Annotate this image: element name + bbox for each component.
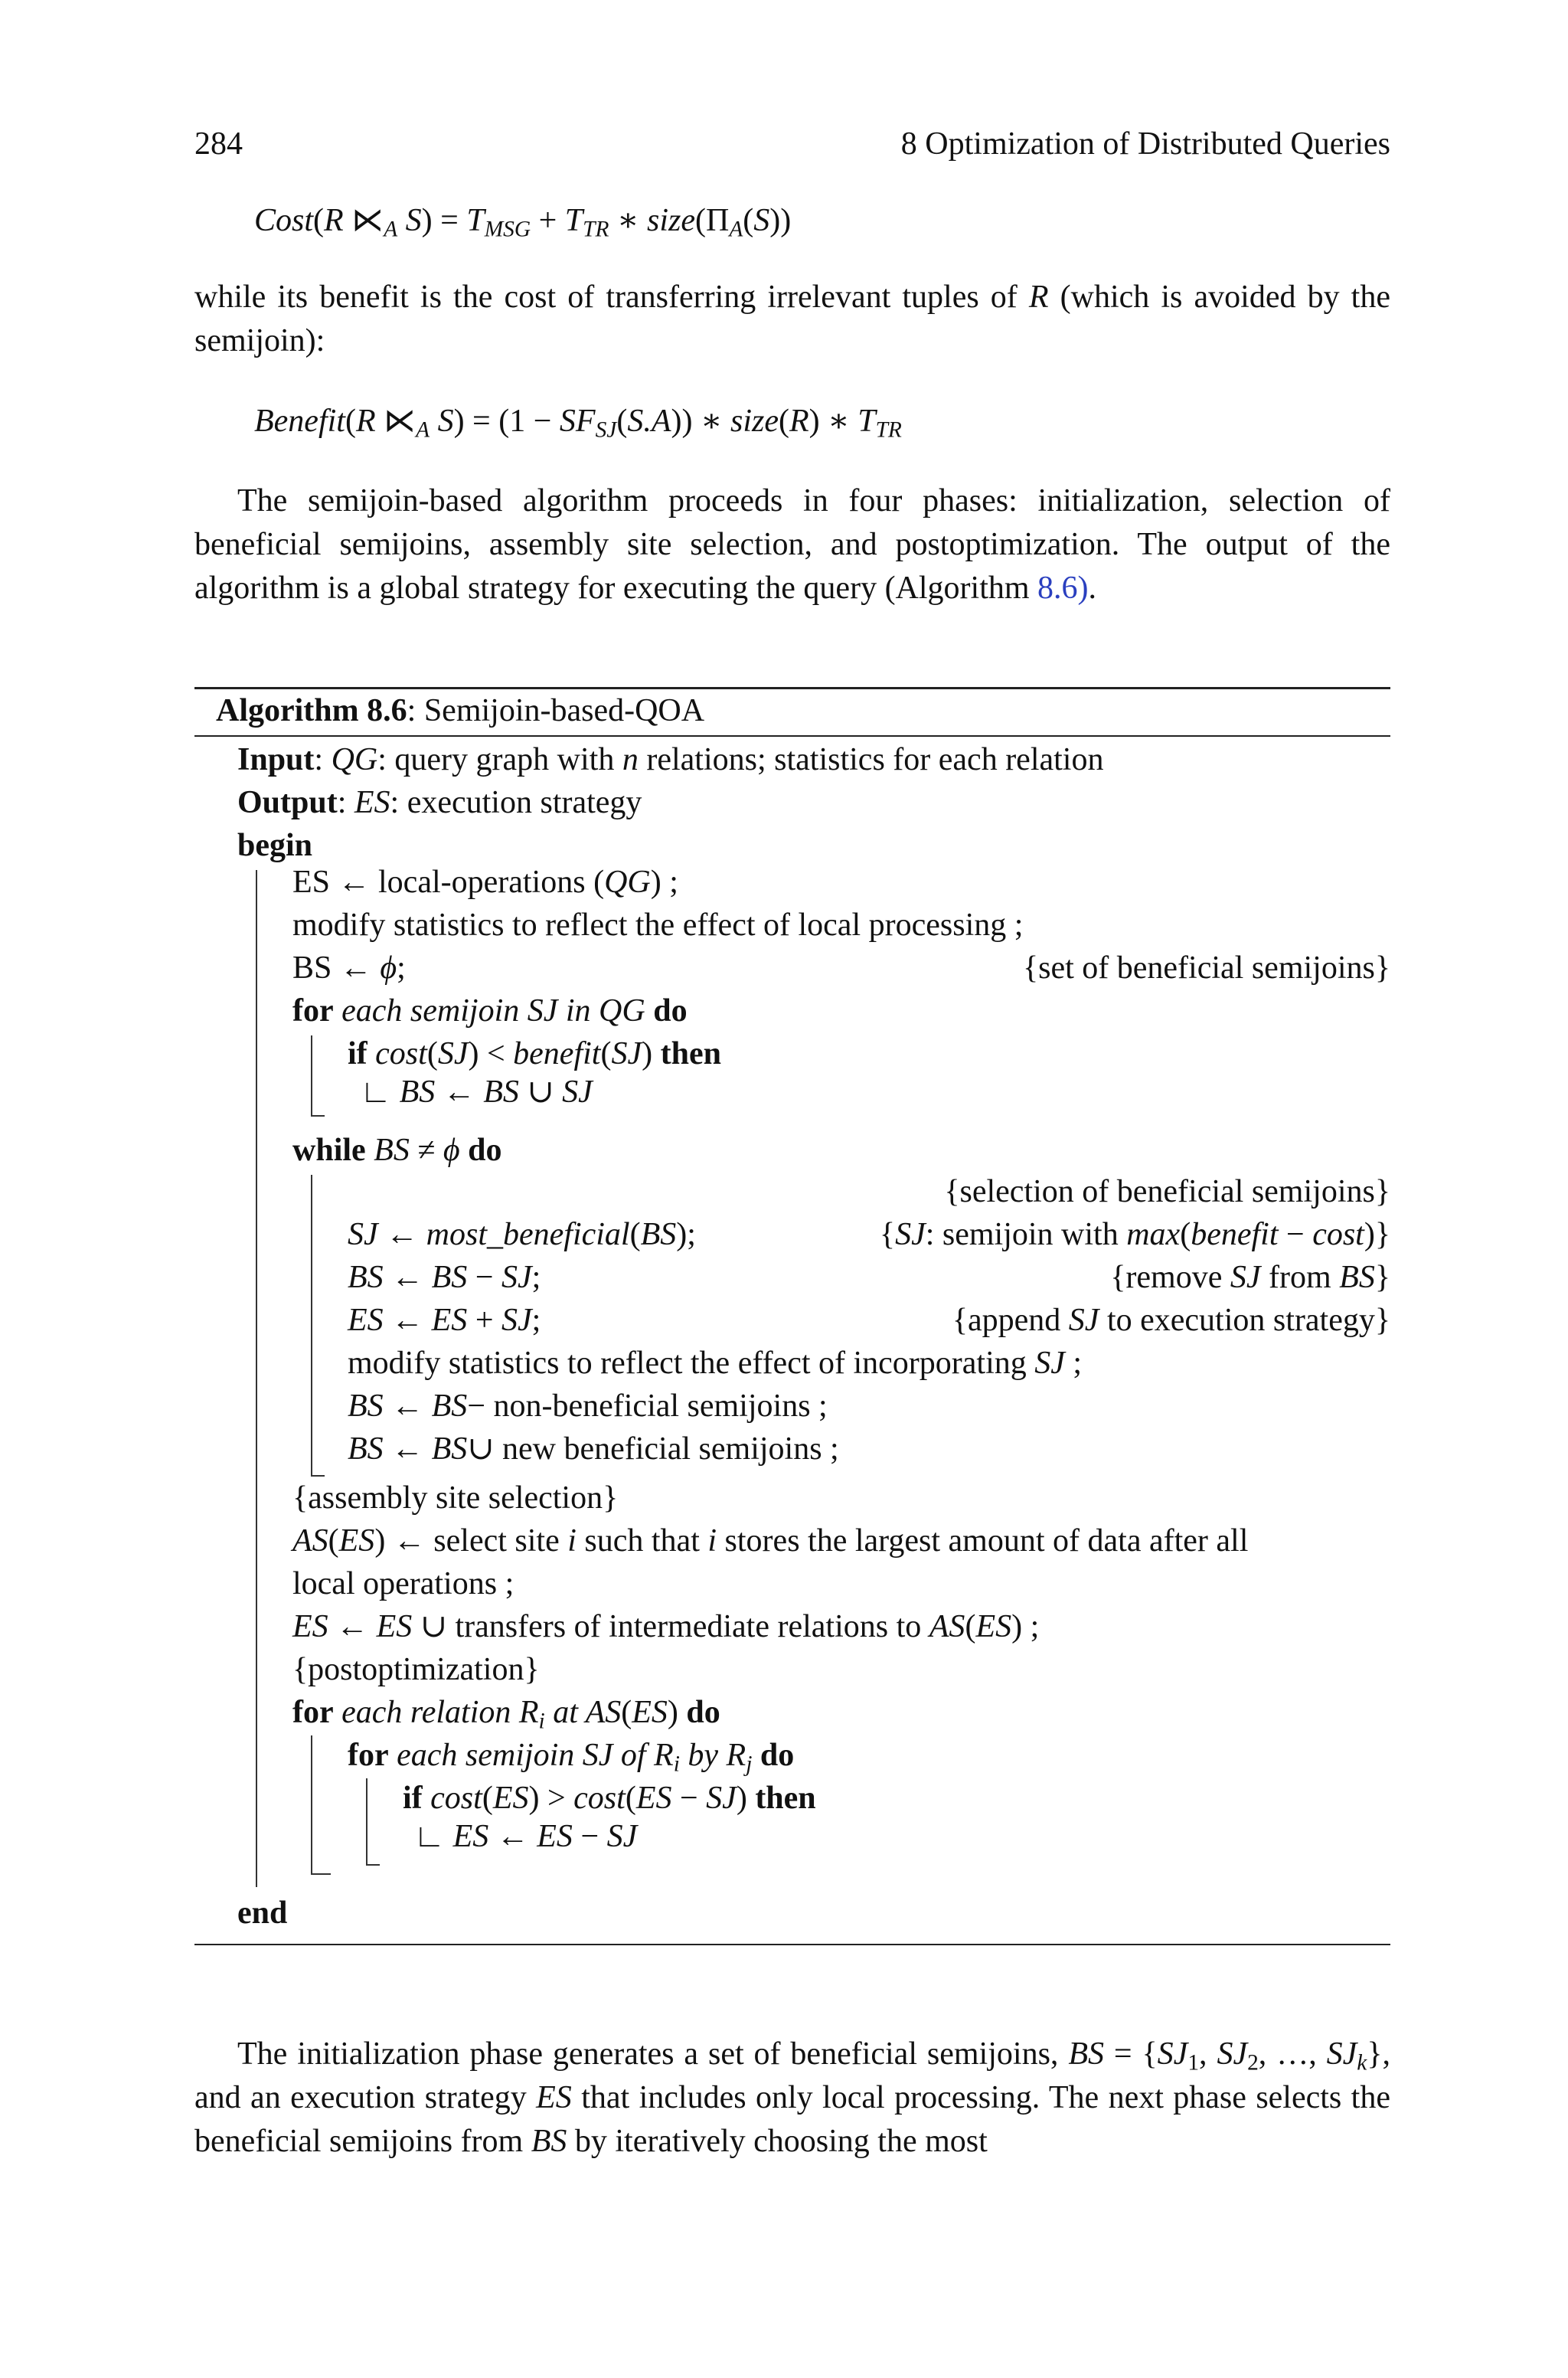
for-relation-block-bar [311, 1735, 312, 1873]
page-number: 284 [194, 126, 243, 162]
algo-line-transfers: ES ← ES ∪ transfers of intermediate relations to AS(ES) ; [292, 1609, 1040, 1644]
algo-line-for-semijoin-rj: for each semijoin SJ of $R_i$ by $R_j$ do [348, 1738, 795, 1777]
algo-line-if-cost-es: if cost(ES) > cost(ES − SJ) then [403, 1781, 816, 1816]
algo-line-bs-union: ∟ BS ← BS ∪ SJ [360, 1075, 593, 1110]
while-block-bar [311, 1175, 312, 1475]
for-relation-block-end [311, 1873, 331, 1875]
algorithm-output: Output: ES: execution strategy [237, 785, 642, 820]
algorithm-input: Input: QG: query graph with n relations; statistics for each relation [237, 742, 1104, 777]
algorithm-title-rule [194, 735, 1390, 737]
comment-append: {append SJ to execution strategy} [952, 1303, 1390, 1338]
algo-line-bs-init: BS ← ϕ; [292, 950, 406, 986]
algo-line-if-cost: if cost(SJ) < benefit(SJ) then [348, 1036, 721, 1071]
algo-line-local-ops: ES ← local-operations (QG) ; [292, 865, 678, 900]
inner-for-block-bar [366, 1778, 368, 1864]
for-block-bar [311, 1035, 312, 1115]
algo-line-for-semijoin: for each semijoin SJ in QG do [292, 993, 688, 1029]
algo-line-while: while BS ≠ ϕ do [292, 1133, 502, 1168]
paragraph-benefit-intro: while its benefit is the cost of transferring irrelevant tuples of R (which is avoided by the semijoin): [194, 280, 1390, 358]
algo-line-assembly-site: AS(ES) ← select site i such that i stores the largest amount of data after all [292, 1523, 1249, 1559]
algo-line-es-plus: ES ← ES + SJ; [348, 1303, 541, 1338]
algo-line-most-beneficial: SJ ← most_beneficial(BS); [348, 1217, 696, 1252]
for-block-end [311, 1115, 325, 1117]
algorithm-link[interactable]: 8.6) [1037, 571, 1089, 606]
benefit-formula: Benefit(R $⋉_A$ $S) = (1 - SF_{SJ}(S.A))$ ∗ size(R) ∗ $T_{TR}$ [254, 404, 902, 443]
inner-for-block-end [366, 1864, 380, 1866]
algo-line-remove-nonbeneficial: BS ← BS− non-beneficial semijoins ; [348, 1389, 828, 1424]
begin-block-bar [256, 870, 257, 1887]
algorithm-title: Algorithm 8.6: Semijoin-based-QOA [216, 693, 705, 728]
algo-line-bs-minus: BS ← BS − SJ; [348, 1260, 541, 1295]
algorithm-bottom-rule [194, 1944, 1390, 1945]
comment-beneficial-set: {set of beneficial semijoins} [1022, 950, 1390, 986]
paragraph-initialization: The initialization phase generates a set of beneficial semijoins, BS = {$SJ_1$, $SJ_2$, …, $SJ_k$}, and an execution strategy ES that includes only local processing. The next phase selects the beneficial semijoins from BS by iteratively choosing the most [194, 2036, 1390, 2159]
comment-max-benefit: {SJ: semijoin with max(benefit − cost)} [879, 1217, 1390, 1252]
chapter-title: 8 Optimization of Distributed Queries [900, 126, 1390, 162]
algo-line-modify-incorporating: modify statistics to reflect the effect of incorporating SJ ; [348, 1346, 1083, 1381]
algo-line-for-relation: for each relation $R_i$ at AS(ES) do [292, 1695, 720, 1734]
comment-assembly: {assembly site selection} [292, 1480, 619, 1516]
algorithm-begin: begin [237, 828, 313, 863]
algorithm-end: end [237, 1896, 288, 1931]
algo-line-local-operations: local operations ; [292, 1566, 514, 1601]
algo-line-modify-stats: modify statistics to reflect the effect of local processing ; [292, 908, 1024, 943]
comment-selection: {selection of beneficial semijoins} [944, 1174, 1390, 1209]
algo-line-add-beneficial: BS ← BS∪ new beneficial semijoins ; [348, 1431, 839, 1467]
algo-line-es-minus: ∟ ES ← ES − SJ [413, 1819, 638, 1854]
comment-remove: {remove SJ from BS} [1110, 1260, 1390, 1295]
cost-formula: Cost(R $⋉_A$ $S) = T_{MSG} + T_{TR}$ ∗ $size(\Pi_A(S))$ [254, 203, 792, 242]
comment-postoptimization: {postoptimization} [292, 1652, 540, 1687]
paragraph-algorithm-overview: The semijoin-based algorithm proceeds in four phases: initialization, selection of beneficial semijoins, assembly site selection, and postoptimization. The output of the algorithm is a global strategy for executing the query (Algorithm 8.6). [194, 483, 1390, 606]
